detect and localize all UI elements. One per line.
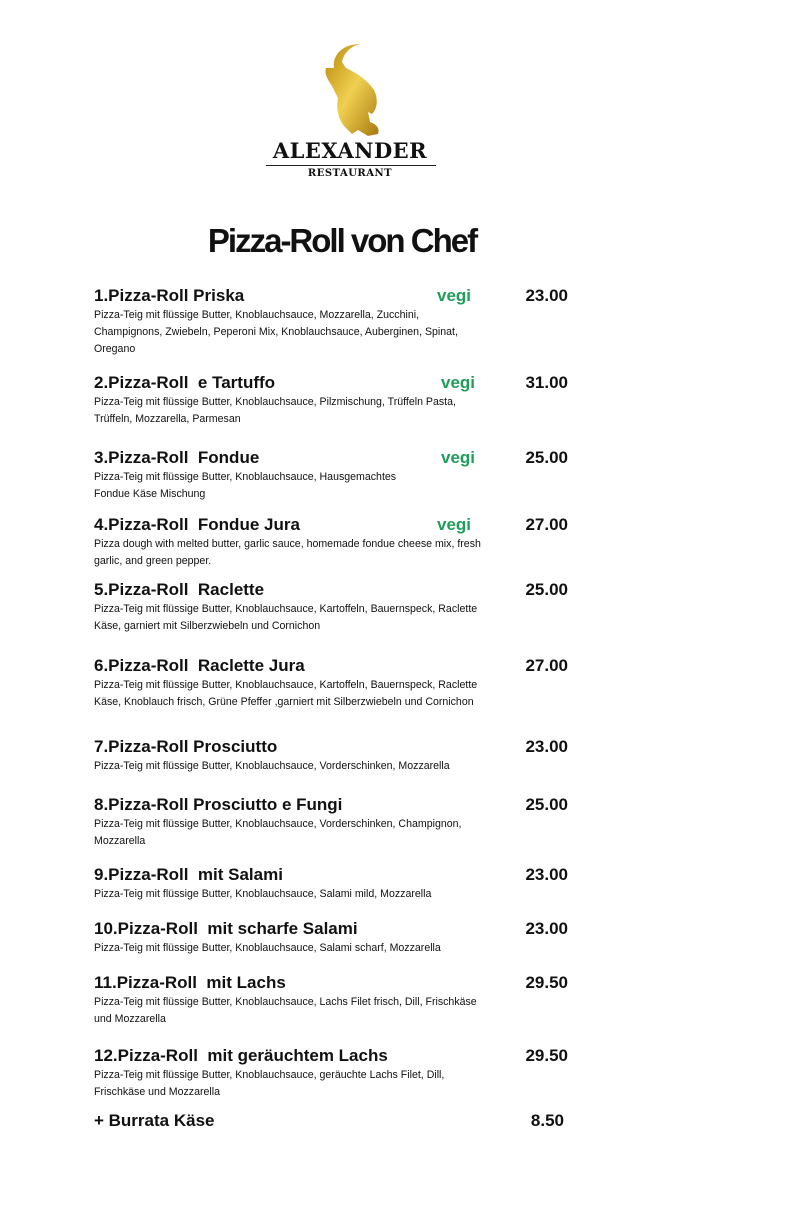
- item-price: 29.50: [525, 1046, 568, 1065]
- item-name: 2.Pizza-Roll e Tartuffo: [94, 373, 276, 392]
- item-price: 23.00: [525, 286, 568, 305]
- item-name: 10.Pizza-Roll mit scharfe Salami: [94, 919, 358, 938]
- vegi-badge: vegi: [437, 286, 472, 305]
- item-price: 25.00: [525, 448, 568, 467]
- item-name: 1.Pizza-Roll Priska: [94, 286, 245, 305]
- menu-item: [94, 656, 574, 711]
- item-name: 8.Pizza-Roll Prosciutto e Fungi: [94, 795, 343, 814]
- item-price: 25.00: [525, 580, 568, 599]
- item-description: Pizza-Teig mit flüssige Butter, Knoblauchsauce, Vorderschinken, Champignon, Mozzarella: [94, 818, 462, 847]
- menu-item: [94, 973, 574, 1028]
- item-name: 11.Pizza-Roll mit Lachs: [94, 973, 286, 992]
- vegi-badge: vegi: [441, 448, 476, 467]
- menu-item: [94, 737, 574, 775]
- item-price: 23.00: [525, 737, 568, 756]
- menu-item: [94, 373, 574, 428]
- menu-item: [94, 580, 574, 635]
- restaurant-subtitle: RESTAURANT: [307, 168, 393, 179]
- vegi-badge: vegi: [441, 373, 476, 392]
- item-price: 29.50: [525, 973, 568, 992]
- menu-item: [94, 919, 574, 957]
- item-name: 12.Pizza-Roll mit geräuchtem Lachs: [94, 1046, 388, 1065]
- item-name: 6.Pizza-Roll Raclette Jura: [94, 656, 305, 675]
- menu-item: [94, 286, 574, 358]
- item-description: Pizza-Teig mit flüssige Butter, Knoblauchsauce, Salami mild, Mozzarella: [94, 888, 432, 900]
- item-description: Pizza-Teig mit flüssige Butter, Knoblauchsauce, geräuchte Lachs Filet, Dill, Frischkäse und Mozzarella: [94, 1069, 445, 1098]
- item-name: 3.Pizza-Roll Fondue: [94, 448, 260, 467]
- item-description: Pizza-Teig mit flüssige Butter, Knoblauchsauce, Hausgemachtes Fondue Käse Mischung: [94, 471, 397, 500]
- item-description: Pizza-Teig mit flüssige Butter, Knoblauchsauce, Lachs Filet frisch, Dill, Frischkäse und Mozzarella: [94, 996, 477, 1025]
- menu-item: [94, 448, 574, 503]
- item-name: 4.Pizza-Roll Fondue Jura: [94, 515, 300, 534]
- item-price: 23.00: [525, 865, 568, 884]
- menu-item: [94, 865, 574, 903]
- item-description: Pizza-Teig mit flüssige Butter, Knoblauchsauce, Pilzmischung, Trüffeln Pasta, Trüffeln, Mozzarella, Parmesan: [94, 396, 456, 425]
- item-name: 7.Pizza-Roll Prosciutto: [94, 737, 278, 756]
- menu-item: [94, 515, 574, 570]
- item-description: Pizza-Teig mit flüssige Butter, Knoblauchsauce, Kartoffeln, Bauernspeck, Raclette Käse, Knoblauch frisch, Grüne Pfeffer ,garniert mit Silberzwiebeln und Cornichon: [94, 679, 478, 708]
- item-price: 27.00: [525, 656, 568, 675]
- extra-name: + Burrata Käse: [94, 1111, 215, 1130]
- item-description: Pizza-Teig mit flüssige Butter, Knoblauchsauce, Salami scharf, Mozzarella: [94, 942, 441, 954]
- item-description: Pizza dough with melted butter, garlic sauce, homemade fondue cheese mix, fresh garlic, and green pepper.: [94, 538, 481, 567]
- page-title: Pizza-Roll von Chef: [207, 222, 477, 259]
- item-name: 5.Pizza-Roll Raclette: [94, 580, 265, 599]
- item-description: Pizza-Teig mit flüssige Butter, Knoblauchsauce, Vorderschinken, Mozzarella: [94, 760, 450, 772]
- menu-item: [94, 795, 574, 850]
- item-description: Pizza-Teig mit flüssige Butter, Knoblauchsauce, Kartoffeln, Bauernspeck, Raclette Käse, garniert mit Silberzwiebeln und Cornichon: [94, 603, 478, 632]
- extra-item: [94, 1111, 574, 1131]
- extra-price: 8.50: [530, 1111, 564, 1130]
- vegi-badge: vegi: [437, 515, 472, 534]
- item-price: 25.00: [525, 795, 568, 814]
- item-price: 27.00: [525, 515, 568, 534]
- restaurant-name: ALEXANDER: [272, 138, 428, 163]
- item-price: 23.00: [525, 919, 568, 938]
- item-price: 31.00: [525, 373, 568, 392]
- divider: [266, 165, 436, 166]
- item-name: 9.Pizza-Roll mit Salami: [94, 865, 283, 884]
- item-description: Pizza-Teig mit flüssige Butter, Knoblauchsauce, Mozzarella, Zucchini, Champignons, Zwiebeln, Peperoni Mix, Knoblauchsauce, Auberginen, Spinat, Oregano: [94, 309, 458, 355]
- menu-item: [94, 1046, 574, 1101]
